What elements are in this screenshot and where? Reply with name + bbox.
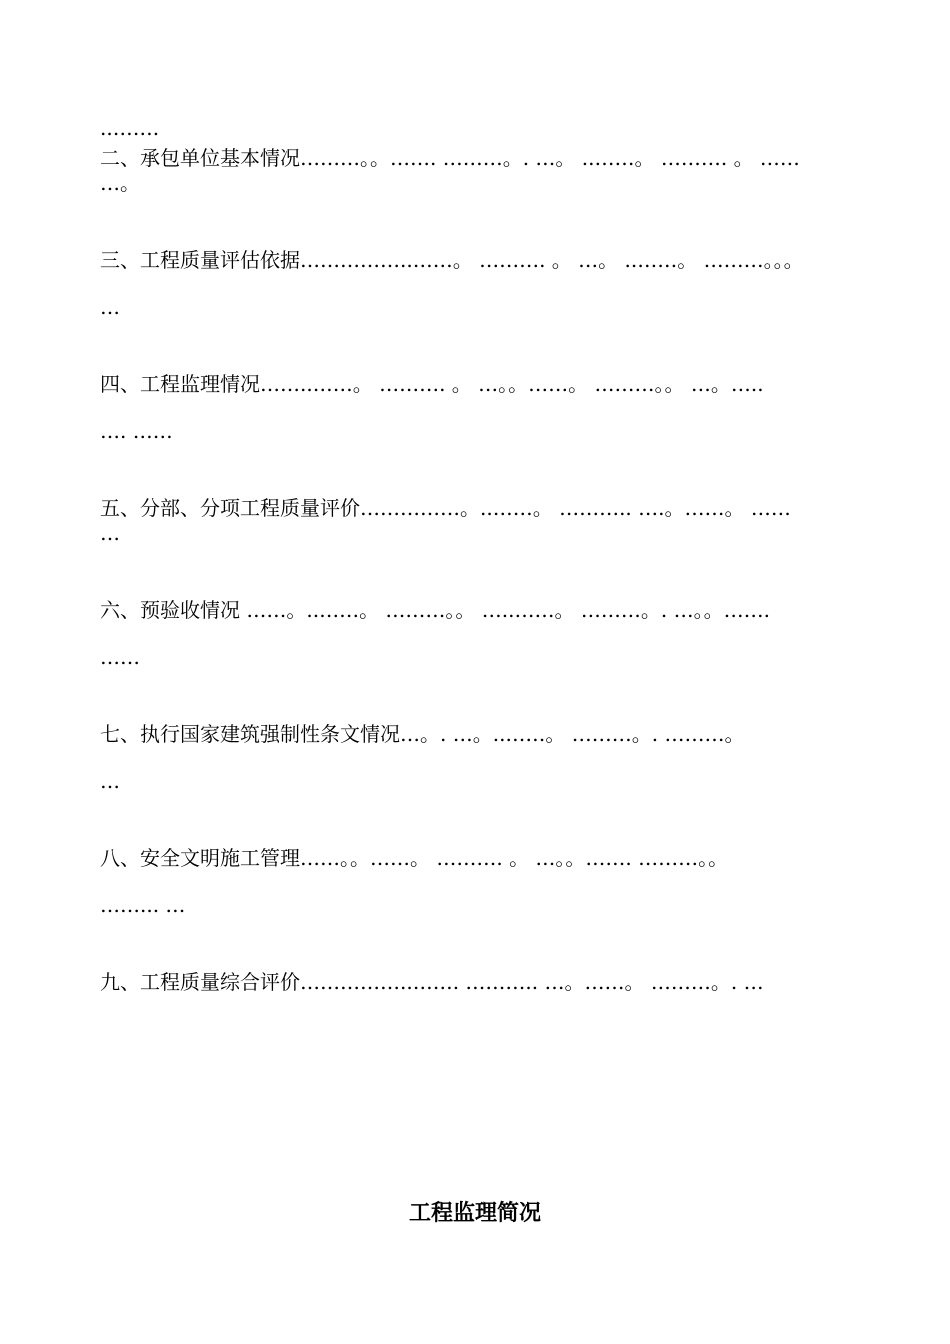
toc-entry-4-line2: …. ……	[100, 419, 173, 443]
toc-entry-9-line1: 九、工程质量综合评价……………..……. ……….. …。……。 ………。. …	[100, 970, 764, 994]
toc-entry-7-line1: 七、执行国家建筑强制性条文情况…。. …。..……。 ………。. ………。	[100, 722, 745, 746]
toc-leader-dots: ..…….	[100, 116, 160, 140]
toc-entry-7	[100, 722, 910, 794]
toc-entry-4	[100, 372, 910, 444]
toc-entry-8-line1: 八、安全文明施工管理……。。……。 ………. 。 …。。……. ………。。	[100, 846, 729, 870]
toc-entry-2	[100, 146, 910, 196]
toc-entry-5-line1: 五、分部、分项工程质量评价……………。..……。 ……….. ….。……。 ……	[100, 496, 791, 520]
toc-entry-4-line1: 四、工程监理情况……..……。 ………. 。 …。。……。 ………。。 …。…..	[100, 372, 764, 396]
toc-entry-5	[100, 496, 910, 546]
toc-entry-8	[100, 846, 910, 918]
toc-entry-6-line1: 六、预验收情况 ……。..……。 ………。。 …..……。 ………。. …。。…….	[100, 598, 770, 622]
table-of-contents	[100, 110, 910, 995]
toc-entry-3	[100, 248, 910, 320]
toc-entry-8-line2: ……... …	[100, 893, 186, 917]
section-title: 工程监理简况	[408, 1201, 541, 1226]
toc-entry-5-line2: …	[100, 521, 120, 545]
toc-entry-9	[100, 970, 910, 995]
toc-entry-2-line1: 二、承包单位基本情况………。。……. ………。. …。 ..……。 ………. 。 ……	[100, 146, 800, 170]
toc-entry-6	[100, 598, 910, 670]
toc-entry-6-line2: ……	[100, 645, 140, 669]
toc-entry-2-line2: …。	[100, 171, 140, 195]
toc-entry-3-line2: …	[100, 295, 120, 319]
toc-entry-7-line2: …	[100, 769, 120, 793]
toc-entry-3-line1: 三、工程质量评估依据……………..……。 ………. 。 …。 ..……。 ………。。。	[100, 248, 804, 272]
